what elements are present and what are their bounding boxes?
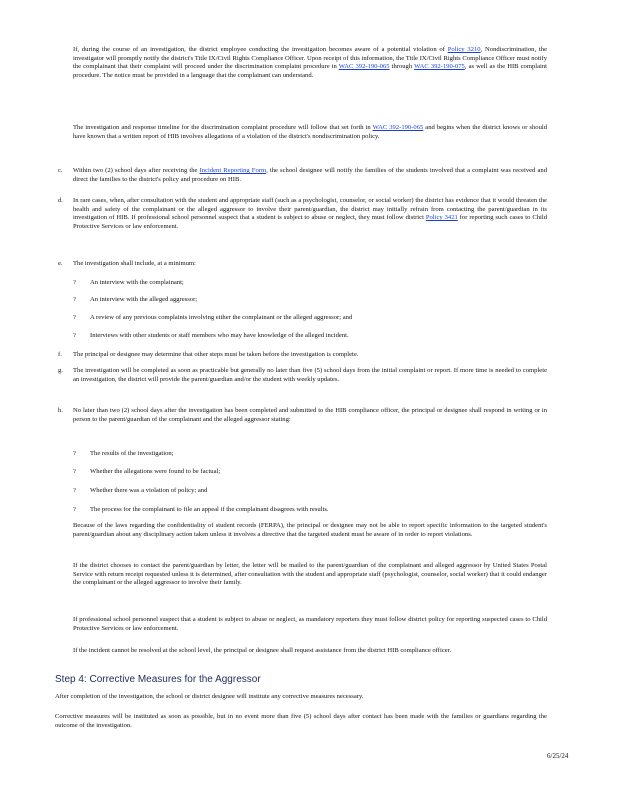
paragraph-mail-notice: If the district chooses to contact the parent/guardian by letter, the letter will be mailed to the parent/guardian of the complainant and alleged aggressor by United States Postal Service with return receipt requested unless it is determined, after consultation with the student and appropriate staff (psychologist, counselor, social worker) that it could endanger the complainant or the alleged aggressor to involve their family.	[73, 562, 547, 587]
step-4-paragraph-2: Corrective measures will be instituted as soon as possible, but in no event more than five (5) school days after contact has been made with the families or guardians regarding the outcome of the investigation.	[55, 713, 547, 729]
bullet-glyph: ?	[73, 296, 76, 303]
paragraph-timeline: The investigation and response timeline for the discrimination complaint procedure will follow that set forth in WAC 392-190-065 and begins when the district knows or should have known that a written report of HIB involves allegations of a violation of the district's nondiscrimination policy.	[73, 124, 547, 140]
item-h-text: No later than two (2) school days after the investigation has been completed and submitted to the HIB compliance officer, the principal or designee shall respond in writing or in person to the parent/guardian of the complainant and the alleged aggressor stating:	[73, 407, 547, 423]
item-e-bullet-2: An interview with the alleged aggressor;	[90, 296, 198, 303]
item-d-text: In rare cases, when, after consultation with the student and appropriate staff (such as a psychologist, counselor, or social worker) the district has evidence that it would threaten the health and safety of the complainant or the alleged aggressor to involve their parent/guardian, the district may initially refrain from contacting the parent/guardian in its investigation of HIB. If professional school personnel suspect that a student is subject to abuse or neglect, they must follow district Policy 3421 for reporting such cases to Child Protective Services or law enforcement.	[73, 197, 547, 230]
item-e-bullet-3: A review of any previous complaints involving either the complainant or the alleged aggressor; and	[90, 314, 353, 321]
wac-392-190-065-link-2[interactable]: WAC 392-190-065	[372, 124, 424, 131]
wac-392-190-065-link[interactable]: WAC 392-190-065	[338, 63, 390, 71]
policy-3210-link[interactable]: Policy 3210	[447, 46, 481, 53]
item-e-label: e.	[58, 260, 63, 267]
bullet-glyph: ?	[73, 506, 76, 513]
bullet-glyph: ?	[73, 332, 76, 339]
item-h-label: h.	[58, 407, 63, 414]
policy-3421-link[interactable]: Policy 3421	[425, 214, 458, 222]
item-g-label: g.	[58, 367, 63, 374]
item-f-text: The principal or designee may determine that other steps must be taken before the investigation is complete.	[73, 351, 359, 358]
bullet-glyph: ?	[73, 450, 76, 457]
item-c-label: c.	[58, 167, 63, 174]
paragraph-unresolved-incident: If the incident cannot be resolved at the school level, the principal or designee shall request assistance from the district HIB compliance officer.	[73, 647, 452, 654]
bullet-glyph: ?	[73, 487, 76, 494]
item-g-text: The investigation will be completed as soon as practicable but generally no later than five (5) school days from the initial complaint or report. If more time is needed to complete an investigation, the district will provide the parent/guardian and/or the student with weekly updates.	[73, 367, 547, 383]
wac-392-190-075-link[interactable]: WAC 392-190-075	[414, 63, 465, 71]
item-h-bullet-4: The process for the complainant to file an appeal if the complainant disagrees with results.	[90, 506, 329, 513]
item-d-label: d.	[58, 197, 63, 204]
footer-date: 6/25/24	[547, 752, 569, 760]
step-4-heading: Step 4: Corrective Measures for the Aggressor	[55, 674, 261, 685]
item-h-bullet-1: The results of the investigation;	[90, 450, 174, 457]
item-e-text: The investigation shall include, at a minimum:	[73, 260, 196, 267]
item-c-text: Within two (2) school days after receiving the Incident Reporting Form, the school designee will notify the families of the students involved that a complaint was received and direct the families to the district's policy and procedure on HIB.	[73, 167, 547, 183]
step-4-paragraph-1: After completion of the investigation, the school or district designee will institute any corrective measures necessary.	[55, 693, 364, 700]
paragraph-ferpa: Because of the laws regarding the confidentiality of student records (FERPA), the principal or designee may not be able to report specific information to the targeted student's parent/guardian about any disciplinary action taken unless it involves a directive that the targeted student must be aware of in order to report violations.	[73, 522, 547, 538]
bullet-glyph: ?	[73, 279, 76, 286]
bullet-glyph: ?	[73, 468, 76, 475]
paragraph-title-ix-notice: If, during the course of an investigation, the district employee conducting the investigation becomes aware of a potential violation of Policy 3210, Nondiscrimination, the investigator will promptly notify the district's Title IX/Civil Rights Compliance Officer. Upon receipt of this information, the Title IX/Civil Rights Compliance Officer must notify the complainant that their complaint will proceed under the discrimination complaint procedure in WAC 392-190-065 through WAC 392-190-075, as well as the HIB complaint procedure. The notice must be provided in a language that the complainant can understand.	[73, 46, 547, 79]
item-f-label: f.	[58, 351, 62, 358]
item-e-bullet-1: An interview with the complainant;	[90, 279, 184, 286]
item-h-bullet-2: Whether the allegations were found to be factual;	[90, 468, 221, 475]
incident-reporting-form-link[interactable]: Incident Reporting Form	[199, 167, 267, 174]
paragraph-abuse-reporting: If professional school personnel suspect that a student is subject to abuse or neglect, as mandatory reporters they must follow district policy for reporting suspected cases to Child Protective Services or law enforcement.	[73, 616, 547, 632]
item-e-bullet-4: Interviews with other students or staff members who may have knowledge of the alleged incident.	[90, 332, 349, 339]
bullet-glyph: ?	[73, 314, 76, 321]
item-h-bullet-3: Whether there was a violation of policy; and	[90, 487, 208, 494]
